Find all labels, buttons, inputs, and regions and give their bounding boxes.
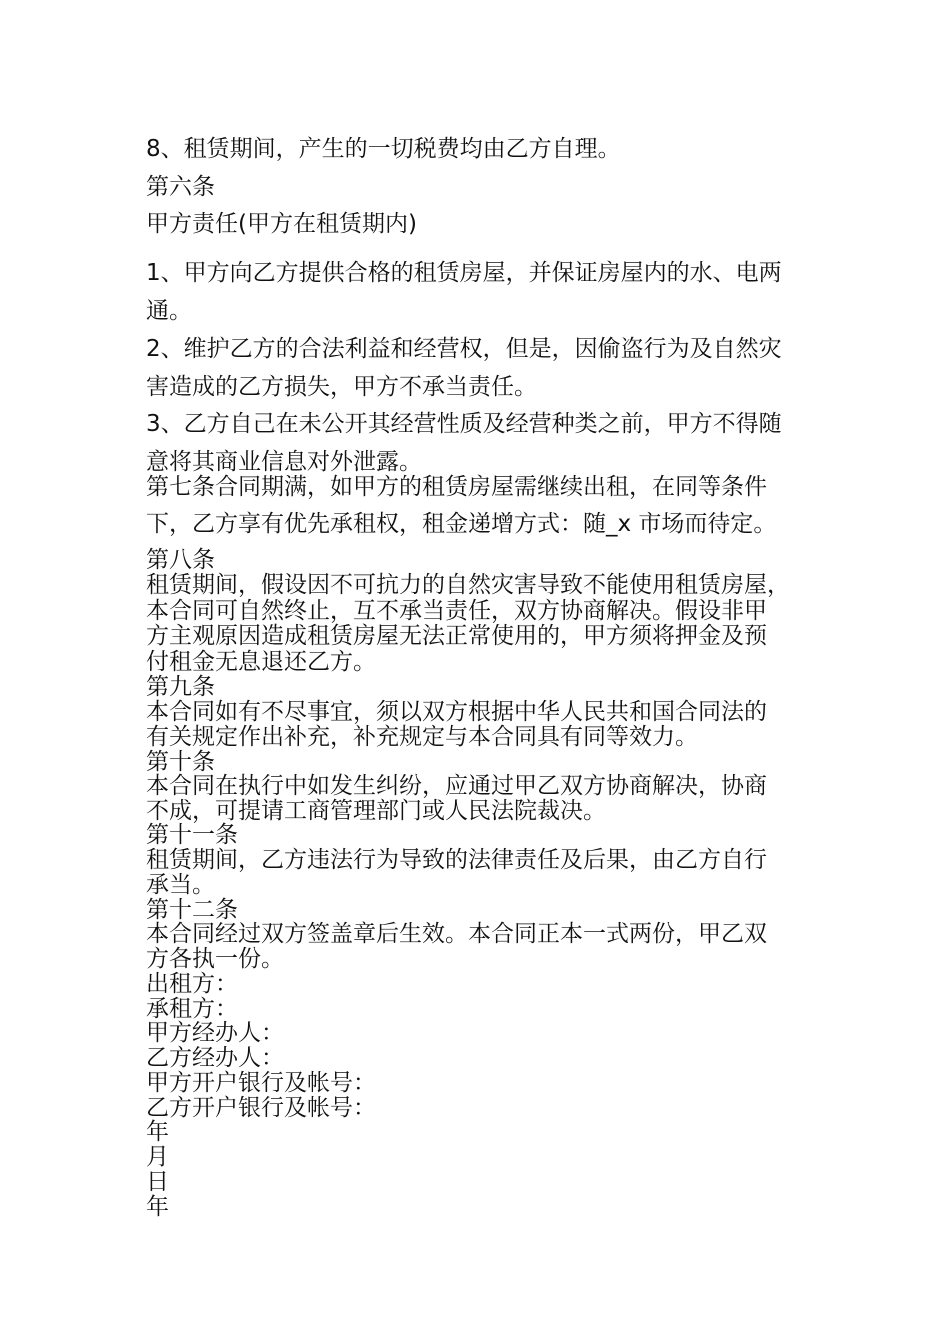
date-year-label-2: 年	[146, 1194, 169, 1220]
lessee-label: 承租方：	[146, 996, 238, 1022]
party-a-agent-label: 甲方经办人：	[146, 1020, 284, 1046]
article-8-line-3: 方主观原因造成租赁房屋无法正常使用的，甲方须将押金及预	[146, 623, 767, 649]
duty-3-line-1: 3、乙方自己在未公开其经营性质及经营种类之前，甲方不得随	[146, 411, 782, 437]
duty-2-line-2: 害造成的乙方损失，甲方不承当责任。	[146, 374, 537, 400]
article-6-heading: 第六条	[146, 174, 215, 200]
article-7-line-2: 下，乙方享有优先承租权，租金递增方式：随_x 市场而待定。	[146, 511, 777, 537]
article-12-line-1: 本合同经过双方签盖章后生效。本合同正本一式两份，甲乙双	[146, 921, 767, 947]
party-b-agent-label: 乙方经办人：	[146, 1045, 284, 1071]
article-11-line-2: 承当。	[146, 872, 215, 898]
article-8-line-2: 本合同可自然终止，互不承当责任，双方协商解决。假设非甲	[146, 598, 767, 624]
article-12-line-2: 方各执一份。	[146, 946, 284, 972]
article-11-line-1: 租赁期间，乙方违法行为导致的法律责任及后果，由乙方自行	[146, 847, 767, 873]
article-9-heading: 第九条	[146, 674, 215, 700]
duty-2-line-1: 2、维护乙方的合法利益和经营权，但是，因偷盗行为及自然灾	[146, 336, 782, 362]
article-8-heading: 第八条	[146, 547, 215, 573]
article-10-line-1: 本合同在执行中如发生纠纷，应通过甲乙双方协商解决，协商	[146, 773, 767, 799]
article-8-line-4: 付租金无息退还乙方。	[146, 649, 376, 675]
article-12-heading: 第十二条	[146, 897, 238, 923]
article-8-line-1: 租赁期间，假设因不可抗力的自然灾害导致不能使用租赁房屋，	[146, 572, 790, 598]
article-10-heading: 第十条	[146, 749, 215, 775]
date-day-label: 日	[146, 1169, 169, 1195]
duty-1-line-1: 1、甲方向乙方提供合格的租赁房屋，并保证房屋内的水、电两	[146, 260, 782, 286]
duty-1-line-2: 通。	[146, 298, 192, 324]
article-9-line-1: 本合同如有不尽事宜，须以双方根据中华人民共和国合同法的	[146, 699, 767, 725]
clause-8-tax: 8、租赁期间，产生的一切税费均由乙方自理。	[146, 136, 621, 162]
lessor-label: 出租方：	[146, 971, 238, 997]
article-10-line-2: 不成，可提请工商管理部门或人民法院裁决。	[146, 798, 606, 824]
duty-3-line-2: 意将其商业信息对外泄露。	[146, 449, 422, 475]
party-a-duties-heading: 甲方责任(甲方在租赁期内)	[146, 211, 417, 237]
party-b-bank-label: 乙方开户银行及帐号：	[146, 1095, 376, 1121]
party-a-bank-label: 甲方开户银行及帐号：	[146, 1070, 376, 1096]
article-9-line-2: 有关规定作出补充，补充规定与本合同具有同等效力。	[146, 724, 698, 750]
article-7-line-1: 第七条合同期满，如甲方的租赁房屋需继续出租，在同等条件	[146, 474, 767, 500]
date-month-label: 月	[146, 1144, 169, 1170]
date-year-label: 年	[146, 1119, 169, 1145]
article-11-heading: 第十一条	[146, 822, 238, 848]
